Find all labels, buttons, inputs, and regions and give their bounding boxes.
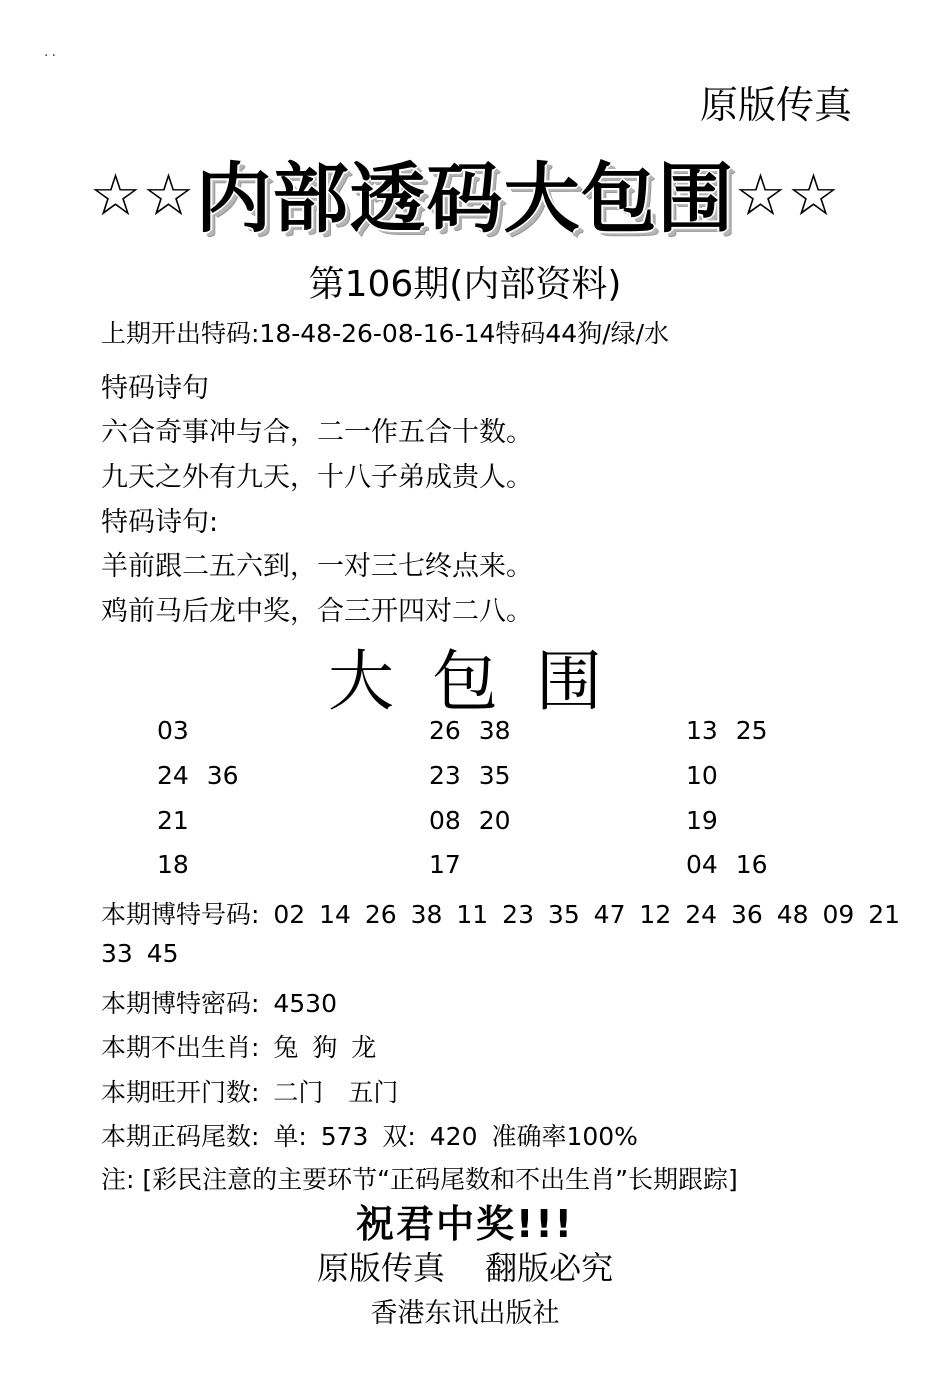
wish: 祝君中奖!!! bbox=[356, 1202, 574, 1246]
tail-numbers: 本期正码尾数: 单: 573 双: 420 准确率100% bbox=[101, 1122, 638, 1151]
poem-line-2: 九天之外有九天，十八子弟成贵人。 bbox=[101, 462, 533, 493]
main-title bbox=[0, 138, 930, 247]
poem-heading-2: 特码诗句: bbox=[101, 507, 219, 538]
grid-cell: 18 bbox=[157, 850, 189, 879]
corner-marks: .. bbox=[44, 44, 59, 60]
grid-cell: 17 bbox=[429, 850, 461, 879]
copyright: 原版传真 翻版必究 bbox=[316, 1249, 614, 1287]
grid-cell: 08 20 bbox=[429, 806, 511, 835]
grid-cell: 03 bbox=[157, 716, 189, 745]
special-numbers-line-2: 33 45 bbox=[101, 939, 179, 968]
note: 注: [彩民注意的主要环节“正码尾数和不出生肖”长期跟踪] bbox=[101, 1165, 738, 1194]
grid-cell: 21 bbox=[157, 806, 189, 835]
grid-cell: 24 36 bbox=[157, 761, 239, 790]
stars-left-icon: ☆☆ bbox=[89, 161, 196, 229]
stars-right-icon: ☆☆ bbox=[734, 161, 841, 229]
issue-number: 第106期(内部资料) bbox=[308, 264, 622, 305]
grid-cell: 19 bbox=[686, 806, 718, 835]
grid-cell: 26 38 bbox=[429, 716, 511, 745]
lucky-doors: 本期旺开门数: 二门 五门 bbox=[101, 1078, 399, 1107]
big-title: 大包围 bbox=[328, 643, 640, 720]
poem-line-4: 鸡前马后龙中奖，合三开四对二八。 bbox=[101, 596, 533, 627]
special-numbers-line-1: 本期博特号码: 02 14 26 38 11 23 35 47 12 24 36 48 09 21 bbox=[101, 900, 901, 929]
excluded-zodiac: 本期不出生肖: 兔 狗 龙 bbox=[101, 1033, 377, 1062]
poem-line-3: 羊前跟二五六到，一对三七终点来。 bbox=[101, 551, 533, 582]
secret-code: 本期博特密码: 4530 bbox=[101, 989, 337, 1018]
publisher: 香港东讯出版社 bbox=[370, 1298, 560, 1329]
poem-line-1: 六合奇事冲与合，二一作五合十数。 bbox=[101, 417, 533, 448]
last-draw: 上期开出特码:18-48-26-08-16-14特码44狗/绿/水 bbox=[101, 319, 670, 348]
grid-cell: 13 25 bbox=[686, 716, 768, 745]
grid-cell: 04 16 bbox=[686, 850, 768, 879]
poem-heading-1: 特码诗句 bbox=[101, 373, 209, 404]
grid-cell: 10 bbox=[686, 761, 718, 790]
grid-cell: 23 35 bbox=[429, 761, 511, 790]
fax-label: 原版传真 bbox=[699, 83, 852, 127]
main-title-text: 内部透码大包围 bbox=[195, 154, 735, 243]
